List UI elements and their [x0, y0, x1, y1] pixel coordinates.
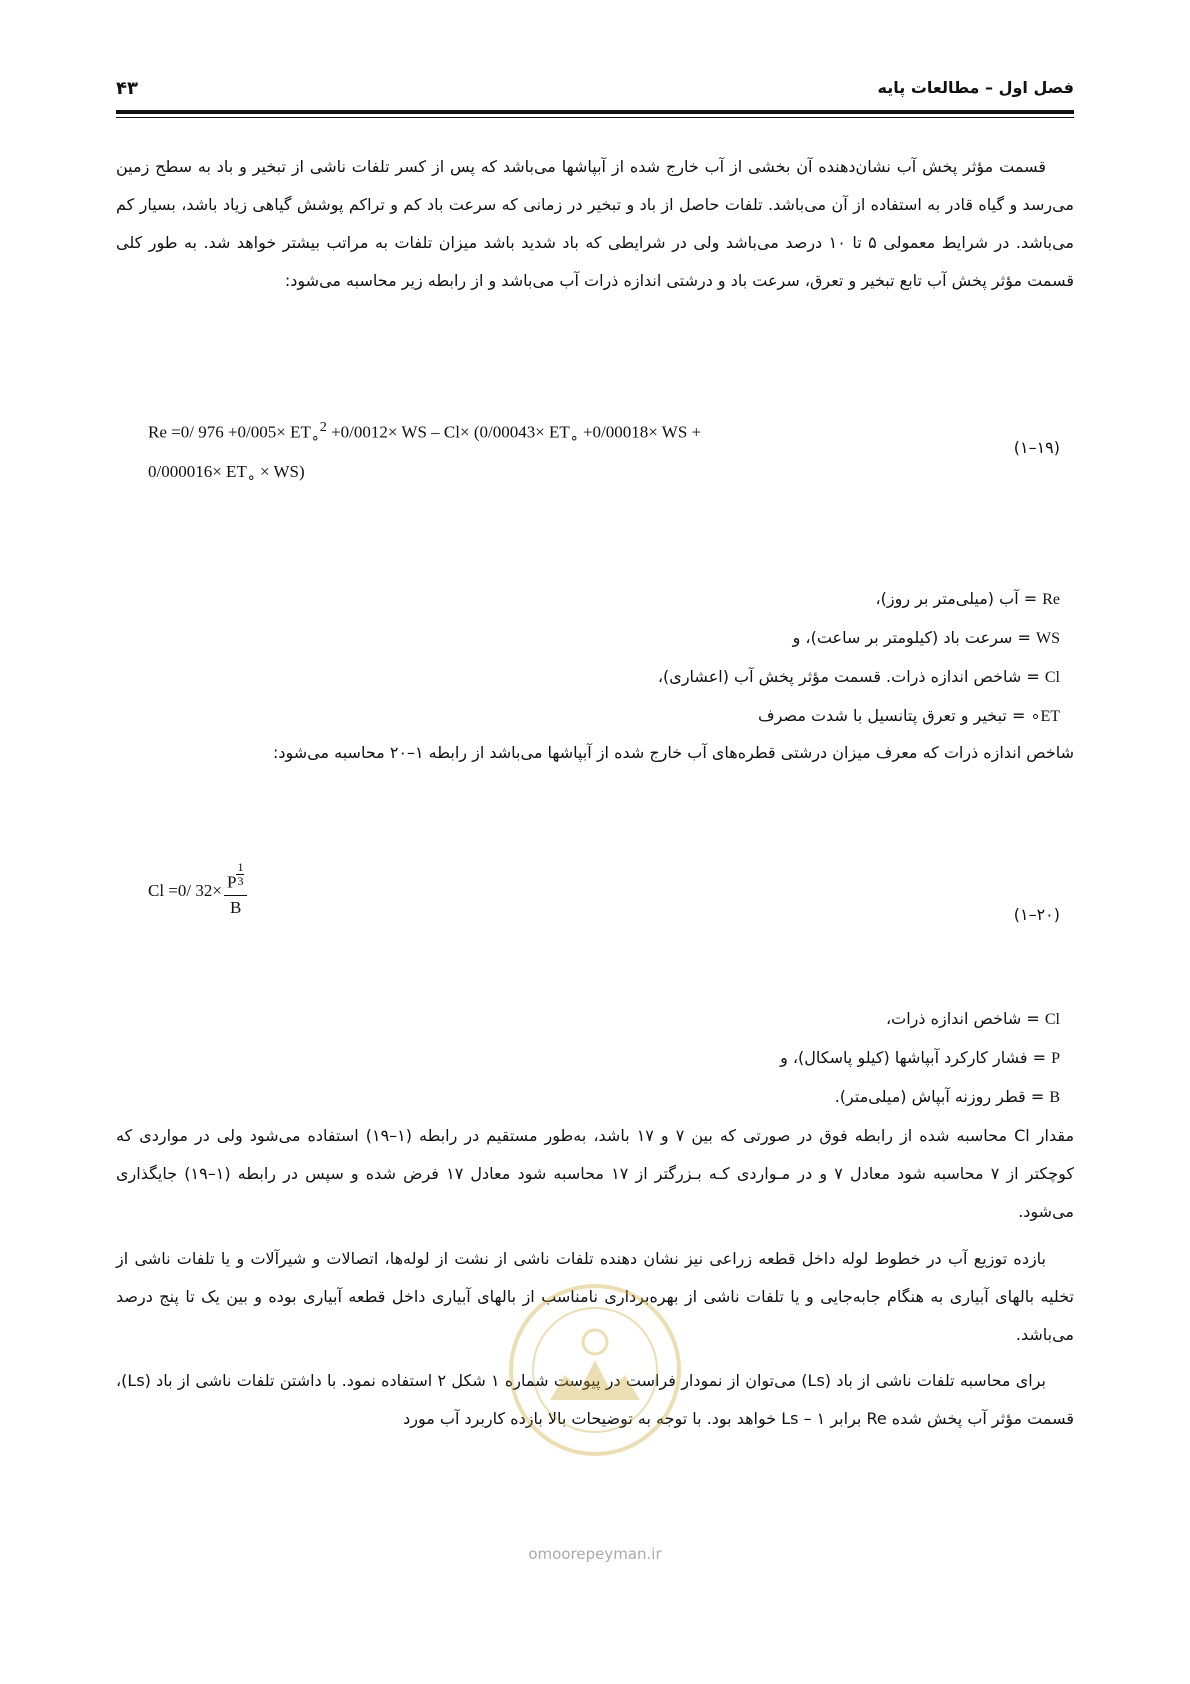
definition-item: WS = سرعت باد (کیلومتر بر ساعت)، و [792, 628, 1060, 647]
paragraph-effective-spray: قسمت مؤثر پخش آب نشان‌دهنده آن بخشی از آب خارج شده از آبپاشها می‌باشد که پس از کسر تلفات ناشی از تبخیر و باد به سطح زمین می‌رسد و گیاه قادر به استفاده از آن می‌باشد. تلفات حاصل از باد و تبخیر در زمانی که سرعت باد کم و تراکم پوشش گیاهی زیاد باشد، بسیار کم می‌باشد. در شرایط معمولی ۵ تا ۱۰ درصد می‌باشد ولی در شرایطی که باد شدید باشد میزان تلفات به مراتب بیشتر خواهد شد. به طور کلی قسمت مؤثر پخش آب تابع تبخیر و تعرق، سرعت باد و درشتی اندازه ذرات آب می‌باشد و از رابطه زیر محاسبه می‌شود: [116, 157, 1074, 290]
equation-19 [148, 410, 701, 494]
watermark-seal-icon [505, 1280, 685, 1460]
definition-item: P = فشار کارکرد آبپاشها (کیلو پاسکال)، و [780, 1048, 1060, 1067]
equation-19-line-2: $0/000016\times ET_\circ \times WS$) [148, 462, 305, 486]
page-number: ۴۳ [116, 78, 138, 99]
chapter-title: فصل اول – مطالعات پایه [877, 78, 1074, 97]
equation-19-number: (۱–۱۹) [1013, 438, 1060, 457]
watermark-url: omoorepeyman.ir [528, 1545, 662, 1563]
equation-19-line-1: Re =0/ $976 +0/005\times ET_\circ^2 +0/0012\times$ WS – $Cl\times (0/00043\times ET_\circ +0/00018\times$ WS + [148, 419, 702, 447]
definition-item: B = قطر روزنه آبپاش (میلی‌متر). [834, 1087, 1060, 1106]
definition-item: ET∘ = تبخیر و تعرق پتانسیل با شدت مصرف [758, 706, 1060, 725]
header-rule-thin [116, 117, 1074, 118]
paragraph-cl-range: مقدار Cl محاسبه شده از رابطه فوق در صورتی که بین ۷ و ۱۷ باشد، به‌طور مستقیم در رابطه (۱–۱۹) استفاده می‌شود ولی در مواردی که کوچکتر از ۷ محاسبه شود معادل ۷ و در مـواردی کـه بـزرگتر از ۱۷ محاسبه شود معادل ۱۷ فرض شده و سپس در رابطه (۱–۱۹) جایگذاری می‌شود. [116, 1126, 1075, 1221]
definition-item: Re = آب (میلی‌متر بر روز)، [875, 589, 1060, 608]
definition-item: Cl = شاخص اندازه ذرات، [885, 1009, 1060, 1028]
header-rule-thick [116, 110, 1074, 114]
paragraph-distribution-efficiency: بازده توزیع آب در خطوط لوله داخل قطعه زراعی نیز نشان دهنده تلفات ناشی از نشت از لوله‌ها، اتصالات و شیرآلات و یا تلفات ناشی از تخلیه بالهای آبیاری به هنگام جابه‌جایی و یا تلفات ناشی از بهره‌برداری نامناسب از بالهای آبیاری داخل قطعه آبیاری بوده و بین یک تا پنج درصد می‌باشد. [116, 1249, 1074, 1344]
equation-20-number: (۱–۲۰) [1013, 905, 1060, 924]
equation-20: Cl =0/ 32× P $^{\frac{1}{3}}$ B [148, 865, 249, 920]
definitions-equation-20 [780, 1000, 1060, 1117]
page-header [116, 78, 1074, 108]
definition-item: Cl = شاخص اندازه ذرات. قسمت مؤثر پخش آب (اعشاری)، [657, 667, 1060, 686]
equation-20-fraction: P $^{\frac{1}{3}}$ B [224, 865, 247, 920]
definitions-equation-19 [658, 580, 1060, 736]
paragraph-wind-losses: برای محاسبه تلفات ناشی از باد (Ls) می‌توان از نمودار فراست در پیوست شماره ۱ شکل ۲ استفاده نمود. با داشتن تلفات ناشی از باد (Ls)، قسمت مؤثر آب پخش شده Re برابر Ls – ۱ خواهد بود. با توجه به توضیحات بالا بازده کاربرد آب مورد [116, 1371, 1074, 1428]
paragraph-particle-index: شاخص اندازه ذرات که معرف میزان درشتی قطره‌های آب خارج شده از آبپاشها می‌باشد از رابطه ۱–۲۰ محاسبه می‌شود: [272, 743, 1074, 762]
